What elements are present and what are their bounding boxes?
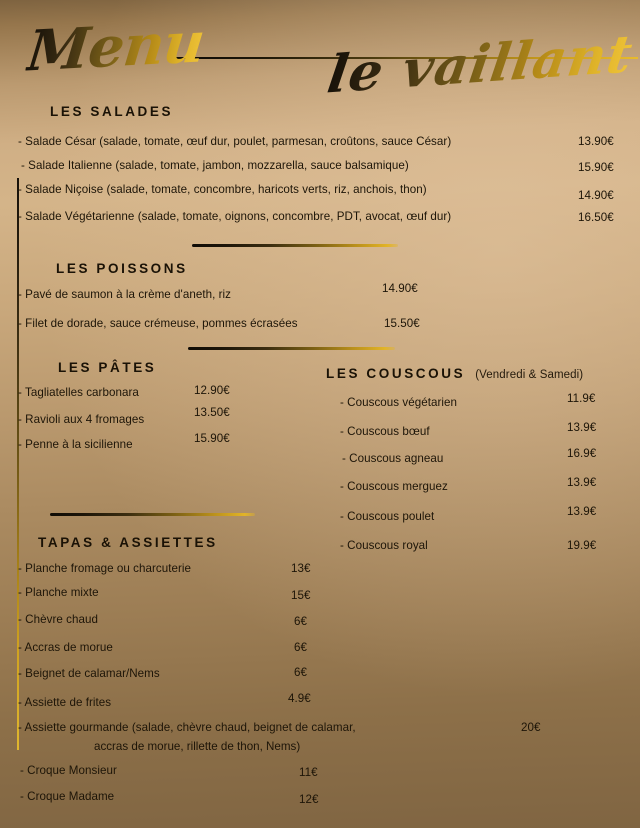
menu-item-price: 14.90€ <box>578 189 614 202</box>
menu-item-price: 15.90€ <box>194 432 230 445</box>
menu-item-price: 13.9€ <box>567 476 597 489</box>
left-accent-rule <box>17 178 19 750</box>
menu-item-price: 14.90€ <box>382 282 418 295</box>
menu-item-price: 4.9€ <box>288 692 311 705</box>
menu-item-name: - Assiette de frites <box>18 696 112 709</box>
menu-item-name: - Planche fromage ou charcuterie <box>18 562 192 575</box>
restaurant-name-script: le vaillant <box>323 23 637 106</box>
menu-item-price: 13.50€ <box>194 406 230 419</box>
menu-item-name: - Salade Italienne (salade, tomate, jambon, mozzarella, sauce balsamique) <box>21 159 409 172</box>
section-heading-couscous-note: (Vendredi & Samedi) <box>475 369 584 381</box>
menu-item-name: - Tagliatelles carbonara <box>18 386 139 399</box>
menu-item-price: 15.50€ <box>384 317 420 330</box>
menu-item-name: - Chèvre chaud <box>18 613 98 626</box>
menu-item-name: - Croque Madame <box>20 790 115 803</box>
menu-item-price: 13.90€ <box>578 135 614 148</box>
menu-item-name: - Couscous agneau <box>342 452 444 465</box>
menu-item-name: - Salade Végétarienne (salade, tomate, oignons, concombre, PDT, avocat, œuf dur) <box>18 210 452 223</box>
section-divider-2 <box>188 347 395 350</box>
menu-item-name: - Couscous merguez <box>340 480 448 493</box>
menu-item-name: - Penne à la sicilienne <box>18 438 133 451</box>
menu-item-name: - Planche mixte <box>18 586 99 599</box>
menu-item-price: 12€ <box>299 793 319 806</box>
menu-item-name: - Salade Niçoise (salade, tomate, concombre, haricots verts, riz, anchois, thon) <box>18 183 427 196</box>
menu-item-name: - Assiette gourmande (salade, chèvre chaud, beignet de calamar, <box>18 721 356 734</box>
menu-item-name: - Salade César (salade, tomate, œuf dur, poulet, parmesan, croûtons, sauce César) <box>18 135 452 148</box>
menu-item-price: 16.9€ <box>567 447 597 460</box>
section-heading-salades: LES SALADES <box>50 104 174 119</box>
menu-header <box>0 0 640 106</box>
menu-item-price: 6€ <box>294 641 307 654</box>
section-divider-1 <box>192 244 398 247</box>
section-heading-tapas: TAPAS & ASSIETTES <box>38 535 218 550</box>
menu-item-name: - Accras de morue <box>18 641 113 654</box>
menu-item-price: 11€ <box>299 766 318 779</box>
section-heading-couscous-label: LES COUSCOUS <box>326 366 466 381</box>
menu-item-name: - Couscous végétarien <box>340 396 458 409</box>
menu-item-price: 12.90€ <box>194 384 230 397</box>
menu-item-price: 13€ <box>291 562 311 575</box>
menu-item-name: - Couscous bœuf <box>340 425 430 438</box>
menu-item-name-line2: accras de morue, rillette de thon, Nems) <box>94 740 301 753</box>
menu-item-name: - Filet de dorade, sauce crémeuse, pommes écrasées <box>18 317 298 330</box>
menu-item-price: 6€ <box>294 666 307 679</box>
menu-item-price: 15€ <box>291 589 311 602</box>
section-heading-pates: LES PÂTES <box>58 360 157 375</box>
menu-item-name: - Pavé de saumon à la crème d'aneth, riz <box>18 288 232 301</box>
menu-item-price: 13.9€ <box>567 421 597 434</box>
section-divider-3 <box>50 513 255 516</box>
menu-item-price: 15.90€ <box>578 161 614 174</box>
menu-item-name: - Couscous royal <box>340 539 428 552</box>
menu-item-name: - Beignet de calamar/Nems <box>18 667 160 680</box>
menu-item-price: 16.50€ <box>578 211 614 224</box>
menu-item-price: 6€ <box>294 615 307 628</box>
menu-item-name: - Croque Monsieur <box>20 764 117 777</box>
section-heading-couscous <box>326 366 583 381</box>
menu-item-price: 13.9€ <box>567 505 597 518</box>
menu-item-price: 19.9€ <box>567 539 597 552</box>
menu-title-script: Menu <box>23 9 208 85</box>
menu-item-name: - Couscous poulet <box>340 510 435 523</box>
menu-item-name: - Ravioli aux 4 fromages <box>18 413 145 426</box>
menu-item-price: 20€ <box>521 721 541 734</box>
menu-item-price: 11.9€ <box>567 392 596 405</box>
section-heading-poissons: LES POISSONS <box>56 261 188 276</box>
